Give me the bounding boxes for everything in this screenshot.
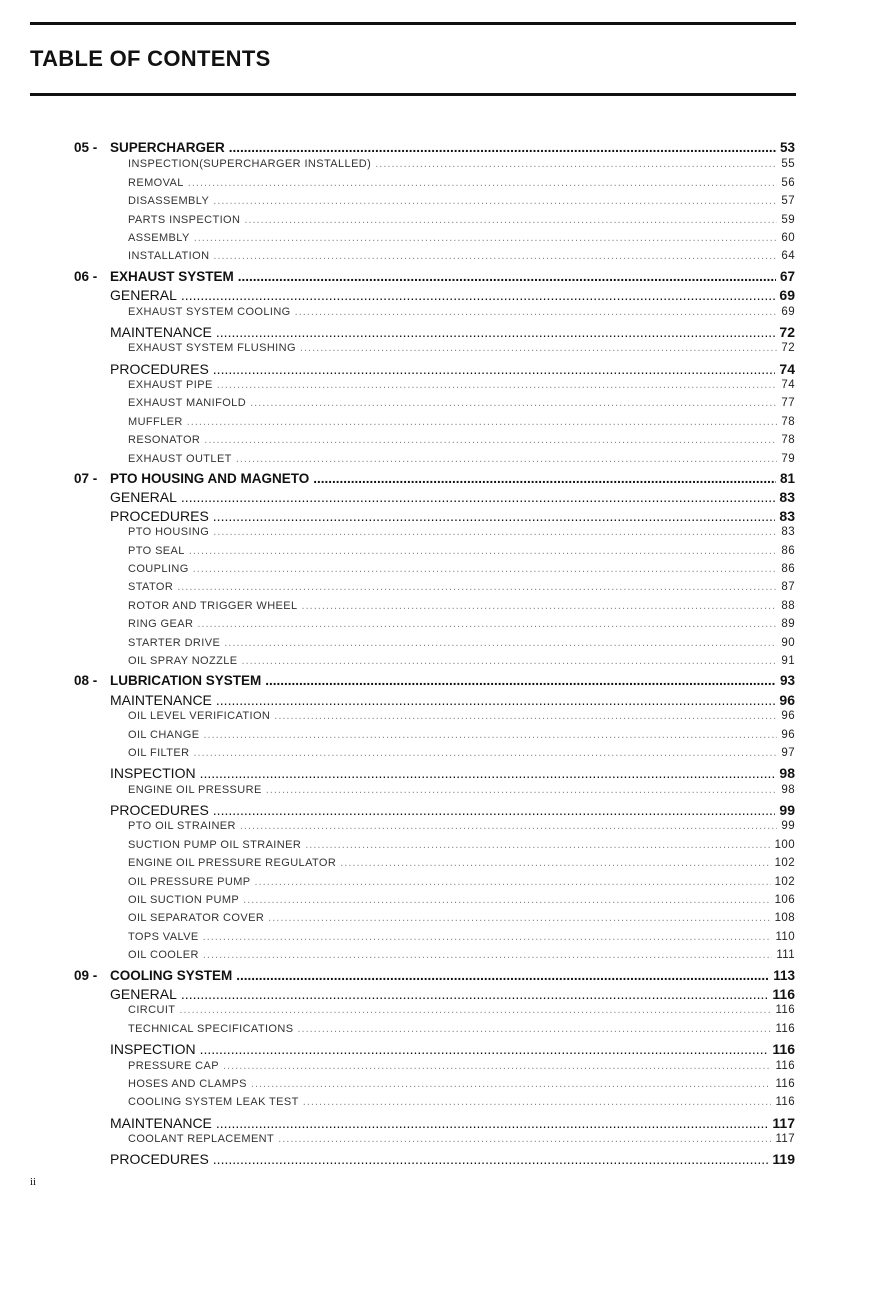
toc-entry-title: RING GEAR	[128, 618, 194, 631]
toc-entry-page: 116	[775, 1096, 795, 1109]
toc-sub-row[interactable]	[0, 581, 882, 599]
toc-entry-title: GENERAL	[110, 287, 177, 304]
toc-entry-page: 77	[781, 397, 795, 410]
toc-entry-page: 59	[781, 213, 795, 226]
toc-entry-page: 83	[779, 507, 795, 524]
toc-entry-title: EXHAUST SYSTEM	[110, 268, 234, 284]
toc-entry-title: MAINTENANCE	[110, 323, 212, 340]
toc-entry-title: OIL SPRAY NOZZLE	[128, 654, 238, 667]
toc-entry-page: 57	[781, 195, 795, 208]
toc-entry-page: 86	[781, 562, 795, 575]
toc-entry-page: 83	[781, 526, 795, 539]
toc-entry-page: 78	[781, 434, 795, 447]
toc-sub-row[interactable]	[0, 710, 882, 728]
toc-sub-row[interactable]	[0, 747, 882, 765]
toc-entry-title: SUPERCHARGER	[110, 140, 225, 155]
toc-entry-title: PROCEDURES	[110, 1151, 209, 1168]
dot-leader	[375, 158, 777, 170]
dot-leader	[229, 140, 776, 155]
dot-leader	[213, 526, 777, 538]
dot-leader	[177, 581, 777, 593]
toc-entry-title: INSPECTION(SUPERCHARGER INSTALLED)	[128, 158, 372, 171]
toc-sub-row[interactable]	[0, 1133, 882, 1151]
dot-leader	[213, 1151, 769, 1167]
dot-leader	[204, 434, 777, 446]
dot-leader	[300, 342, 777, 354]
dot-leader	[181, 489, 776, 505]
toc-entry-page: 96	[781, 710, 795, 723]
toc-entry-title: GENERAL	[110, 985, 177, 1002]
toc-sub-row[interactable]	[0, 342, 882, 360]
dot-leader	[203, 949, 772, 961]
toc-entry-page: 116	[775, 1059, 795, 1072]
toc-sub-row[interactable]	[0, 1060, 882, 1078]
toc-section-row[interactable]	[0, 489, 882, 507]
toc-entry-title: OIL PRESSURE PUMP	[128, 875, 251, 888]
toc-entry-page: 78	[781, 415, 795, 428]
toc-entry-page: 87	[781, 581, 795, 594]
toc-entry-page: 79	[781, 452, 795, 465]
dot-leader	[250, 397, 777, 409]
toc-entry-page: 53	[779, 140, 795, 155]
toc-entry-page: 72	[781, 342, 795, 355]
toc-entry-page: 96	[781, 728, 795, 741]
toc-sub-row[interactable]	[0, 600, 882, 618]
toc-entry-page: 116	[772, 1041, 795, 1058]
toc-entry-page: 113	[773, 967, 795, 983]
toc-entry-title: DISASSEMBLY	[128, 195, 210, 208]
dot-leader	[203, 729, 777, 741]
toc-entry-title: CIRCUIT	[128, 1004, 176, 1017]
toc-sub-row[interactable]	[0, 177, 882, 195]
toc-entry-title: TOPS VALVE	[128, 930, 199, 943]
top-rule	[30, 22, 796, 25]
toc-entry-title: STATOR	[128, 581, 174, 594]
toc-sub-row[interactable]	[0, 158, 882, 176]
toc-entry-page: 117	[775, 1133, 795, 1146]
toc-sub-row[interactable]	[0, 250, 882, 268]
dot-leader	[193, 563, 778, 575]
toc-entry-page: 98	[781, 783, 795, 796]
page-number: ii	[30, 1176, 37, 1188]
dot-leader	[213, 250, 777, 262]
toc-entry-title: STARTER DRIVE	[128, 636, 221, 649]
dot-leader	[340, 857, 770, 869]
toc-entry-title: OIL SUCTION PUMP	[128, 894, 240, 907]
toc-entry-title: MAINTENANCE	[110, 691, 212, 708]
toc-entry-page: 98	[779, 765, 795, 782]
chapter-number: 05 -	[74, 140, 98, 155]
dot-leader	[200, 1041, 769, 1057]
toc-section-row[interactable]	[0, 324, 882, 342]
toc-entry-page: 106	[774, 894, 795, 907]
toc-section-row[interactable]	[0, 287, 882, 305]
dot-leader	[295, 306, 778, 318]
dot-leader	[302, 600, 778, 612]
toc-entry-title: OIL LEVEL VERIFICATION	[128, 710, 271, 723]
toc-entry-page: 99	[781, 820, 795, 833]
toc-entry-title: PTO SEAL	[128, 544, 185, 557]
toc-entry-title: COOLANT REPLACEMENT	[128, 1133, 275, 1146]
toc-sub-row[interactable]	[0, 618, 882, 636]
dot-leader	[224, 637, 777, 649]
toc-section-row[interactable]	[0, 986, 882, 1004]
chapter-number: 09 -	[74, 967, 98, 983]
toc-entry-title: ENGINE OIL PRESSURE REGULATOR	[128, 857, 337, 870]
toc-entry-page: 88	[781, 599, 795, 612]
toc-entry-title: RESONATOR	[128, 434, 201, 447]
toc-entry-page: 55	[781, 158, 795, 171]
toc-entry-page: 86	[781, 544, 795, 557]
dot-leader	[274, 710, 777, 722]
toc-entry-title: COOLING SYSTEM	[110, 967, 233, 983]
toc-section-row[interactable]	[0, 692, 882, 710]
toc-chapter-row[interactable]	[0, 269, 882, 287]
toc-entry-title: PTO HOUSING AND MAGNETO	[110, 471, 310, 487]
dot-leader	[213, 361, 776, 377]
dot-leader	[188, 177, 778, 189]
dot-leader	[193, 747, 777, 759]
title-rule	[30, 93, 796, 96]
toc-entry-title: OIL SEPARATOR COVER	[128, 912, 265, 925]
toc-entry-title: LUBRICATION SYSTEM	[110, 673, 262, 689]
toc-chapter-row[interactable]	[0, 140, 882, 158]
toc-entry-page: 99	[779, 802, 795, 819]
toc-entry-page: 67	[779, 268, 795, 284]
toc-entry-page: 93	[779, 673, 795, 689]
toc-sub-row[interactable]	[0, 655, 882, 673]
toc-entry-title: MUFFLER	[128, 415, 183, 428]
toc-entry-page: 91	[781, 654, 795, 667]
toc-entry-page: 116	[775, 1022, 795, 1035]
dot-leader	[216, 1115, 769, 1131]
toc-entry-page: 81	[779, 471, 795, 487]
toc-sub-row[interactable]	[0, 379, 882, 397]
toc-sub-row[interactable]	[0, 416, 882, 434]
toc-section-row[interactable]	[0, 802, 882, 820]
toc-entry-title: EXHAUST SYSTEM FLUSHING	[128, 342, 296, 355]
toc-section-row[interactable]	[0, 1041, 882, 1059]
toc-entry-page: 102	[774, 875, 795, 888]
dot-leader	[181, 986, 768, 1002]
dot-leader	[203, 931, 772, 943]
toc-sub-row[interactable]	[0, 729, 882, 747]
toc-entry-page: 102	[774, 857, 795, 870]
toc-entry-title: INSPECTION	[110, 1041, 196, 1058]
dot-leader	[313, 471, 776, 486]
toc-entry-page: 116	[775, 1077, 795, 1090]
toc-sub-row[interactable]	[0, 1004, 882, 1022]
dot-leader	[238, 269, 776, 284]
dot-leader	[216, 692, 776, 708]
toc-entry-page: 111	[776, 949, 795, 962]
toc-entry-page: 69	[781, 305, 795, 318]
table-of-contents	[0, 140, 882, 1170]
toc-sub-row[interactable]	[0, 894, 882, 912]
toc-entry-title: PTO OIL STRAINER	[128, 820, 236, 833]
toc-entry-title: HOSES AND CLAMPS	[128, 1077, 247, 1090]
toc-entry-title: COOLING SYSTEM LEAK TEST	[128, 1096, 299, 1109]
toc-sub-row[interactable]	[0, 820, 882, 838]
dot-leader	[187, 416, 778, 428]
toc-section-row[interactable]	[0, 765, 882, 783]
toc-entry-title: EXHAUST OUTLET	[128, 452, 232, 465]
toc-entry-title: PROCEDURES	[110, 802, 209, 819]
page-title: TABLE OF CONTENTS	[30, 46, 271, 71]
dot-leader	[303, 1096, 772, 1108]
toc-entry-title: MAINTENANCE	[110, 1114, 212, 1131]
toc-entry-page: 74	[781, 379, 795, 392]
toc-entry-page: 60	[781, 231, 795, 244]
toc-sub-row[interactable]	[0, 232, 882, 250]
toc-entry-page: 56	[781, 176, 795, 189]
dot-leader	[243, 894, 770, 906]
dot-leader	[268, 912, 770, 924]
chapter-number: 07 -	[74, 471, 98, 487]
toc-chapter-row[interactable]	[0, 471, 882, 489]
dot-leader	[217, 379, 778, 391]
toc-entry-title: EXHAUST PIPE	[128, 379, 213, 392]
dot-leader	[236, 968, 769, 983]
toc-entry-page: 96	[779, 691, 795, 708]
toc-entry-title: PTO HOUSING	[128, 526, 210, 539]
toc-sub-row[interactable]	[0, 1096, 882, 1114]
toc-sub-row[interactable]	[0, 453, 882, 471]
dot-leader	[213, 508, 776, 524]
toc-entry-title: TECHNICAL SPECIFICATIONS	[128, 1022, 294, 1035]
dot-leader	[251, 1078, 772, 1090]
toc-entry-title: PROCEDURES	[110, 507, 209, 524]
dot-leader	[236, 453, 778, 465]
toc-section-row[interactable]	[0, 1115, 882, 1133]
toc-sub-row[interactable]	[0, 949, 882, 967]
toc-entry-title: ROTOR AND TRIGGER WHEEL	[128, 599, 298, 612]
toc-entry-page: 74	[779, 360, 795, 377]
toc-section-row[interactable]	[0, 508, 882, 526]
dot-leader	[216, 324, 776, 340]
toc-sub-row[interactable]	[0, 434, 882, 452]
toc-entry-page: 116	[772, 985, 795, 1002]
dot-leader	[297, 1023, 771, 1035]
toc-section-row[interactable]	[0, 1151, 882, 1169]
dot-leader	[242, 655, 778, 667]
toc-entry-title: GENERAL	[110, 489, 177, 506]
toc-entry-page: 64	[781, 250, 795, 263]
toc-sub-row[interactable]	[0, 784, 882, 802]
dot-leader	[223, 1060, 771, 1072]
toc-sub-row[interactable]	[0, 1023, 882, 1041]
toc-chapter-row[interactable]	[0, 673, 882, 691]
chapter-number: 06 -	[74, 268, 98, 284]
toc-entry-title: ASSEMBLY	[128, 231, 190, 244]
toc-sub-row[interactable]	[0, 931, 882, 949]
dot-leader	[197, 618, 777, 630]
toc-entry-page: 108	[774, 912, 795, 925]
dot-leader	[265, 673, 776, 688]
toc-entry-title: PRESSURE CAP	[128, 1059, 219, 1072]
chapter-number: 08 -	[74, 673, 98, 689]
toc-entry-title: INSPECTION	[110, 765, 196, 782]
dot-leader	[194, 232, 778, 244]
toc-entry-title: ENGINE OIL PRESSURE	[128, 783, 262, 796]
toc-sub-row[interactable]	[0, 306, 882, 324]
toc-sub-row[interactable]	[0, 857, 882, 875]
toc-entry-page: 117	[772, 1114, 795, 1131]
dot-leader	[181, 287, 776, 303]
dot-leader	[266, 784, 778, 796]
toc-entry-title: SUCTION PUMP OIL STRAINER	[128, 838, 302, 851]
toc-entry-page: 69	[779, 287, 795, 304]
toc-entry-title: REMOVAL	[128, 176, 184, 189]
dot-leader	[213, 195, 777, 207]
toc-sub-row[interactable]	[0, 545, 882, 563]
dot-leader	[179, 1004, 771, 1016]
toc-entry-title: PROCEDURES	[110, 360, 209, 377]
toc-entry-title: OIL CHANGE	[128, 728, 200, 741]
toc-sub-row[interactable]	[0, 637, 882, 655]
toc-entry-title: INSTALLATION	[128, 250, 210, 263]
toc-sub-row[interactable]	[0, 912, 882, 930]
dot-leader	[278, 1133, 771, 1145]
toc-entry-page: 97	[781, 746, 795, 759]
toc-entry-page: 100	[774, 838, 795, 851]
toc-entry-page: 110	[775, 930, 795, 943]
dot-leader	[240, 820, 778, 832]
toc-entry-title: COUPLING	[128, 562, 189, 575]
toc-entry-page: 119	[772, 1151, 795, 1168]
toc-entry-page: 72	[779, 323, 795, 340]
toc-entry-title: EXHAUST MANIFOLD	[128, 397, 247, 410]
toc-sub-row[interactable]	[0, 397, 882, 415]
dot-leader	[244, 214, 777, 226]
toc-sub-row[interactable]	[0, 1078, 882, 1096]
toc-sub-row[interactable]	[0, 526, 882, 544]
toc-sub-row[interactable]	[0, 214, 882, 232]
toc-entry-title: PARTS INSPECTION	[128, 213, 241, 226]
toc-entry-page: 83	[779, 489, 795, 506]
toc-sub-row[interactable]	[0, 839, 882, 857]
toc-section-row[interactable]	[0, 361, 882, 379]
toc-entry-title: EXHAUST SYSTEM COOLING	[128, 305, 291, 318]
dot-leader	[255, 876, 771, 888]
toc-sub-row[interactable]	[0, 195, 882, 213]
dot-leader	[200, 765, 776, 781]
toc-entry-page: 90	[781, 636, 795, 649]
toc-chapter-row[interactable]	[0, 968, 882, 986]
toc-entry-title: OIL COOLER	[128, 949, 199, 962]
dot-leader	[305, 839, 770, 851]
dot-leader	[213, 802, 776, 818]
toc-sub-row[interactable]	[0, 876, 882, 894]
toc-entry-page: 89	[781, 618, 795, 631]
dot-leader	[189, 545, 778, 557]
toc-entry-title: OIL FILTER	[128, 746, 190, 759]
toc-sub-row[interactable]	[0, 563, 882, 581]
toc-entry-page: 116	[775, 1004, 795, 1017]
